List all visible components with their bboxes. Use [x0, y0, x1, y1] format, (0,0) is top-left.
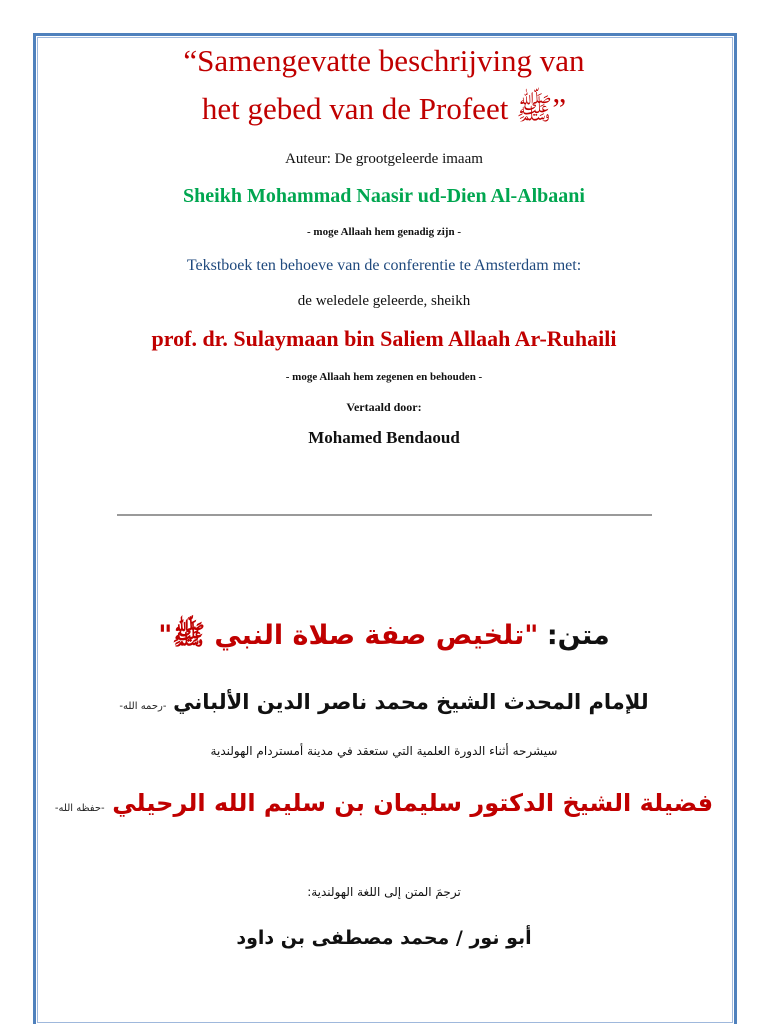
title-close-quote: ”: [552, 91, 567, 126]
author-label: Auteur: De grootgeleerde imaam: [285, 151, 483, 167]
scholar-label: de weledele geleerde, sheikh: [297, 293, 471, 309]
title-line-2: [40, 90, 728, 128]
arabic-course-note: سيشرحه أثناء الدورة العلمية التي ستعقد في مدينة أمستردام الهولندية: [210, 744, 558, 758]
arabic-translator-line: أبو نور / محمد مصطفى بن داود: [236, 927, 532, 949]
arabic-translated-label: ترجمَ المتن إلى اللغة الهولندية:: [307, 885, 461, 899]
arabic-matn-label: متن:: [546, 620, 610, 651]
arabic-scholar-line: [40, 789, 728, 818]
arabic-matn-title-text: "تلخيص صفة صلاة النبي ﷺ": [158, 620, 539, 651]
author-name: Sheikh Mohammad Naasir ud-Dien Al-Albaani: [183, 185, 585, 207]
arabic-imam-text: للإمام المحدث الشيخ محمد ناصر الدين الألباني: [173, 690, 649, 714]
arabic-matn-title: [40, 620, 728, 652]
title-line-1: [40, 42, 728, 79]
textbook-note: Tekstboek ten behoeve van de conferentie te Amsterdam met:: [186, 257, 582, 274]
title-line-1-text: “Samengevatte beschrijving van: [183, 43, 585, 78]
arabic-scholar-text: فضيلة الشيخ الدكتور سليمان بن سليم الله الرحيلي: [112, 789, 714, 817]
translated-by-label: Vertaald door:: [346, 400, 422, 414]
arabic-imam-line: [40, 690, 728, 715]
author-prayer: - moge Allaah hem genadig zijn -: [307, 226, 461, 238]
scholar-prayer: - moge Allaah hem zegenen en behouden -: [285, 371, 483, 383]
page-border-frame: [33, 33, 737, 1024]
translator-name: Mohamed Bendaoud: [308, 428, 460, 447]
arabic-imam-prayer: -رحمه الله-: [119, 701, 167, 712]
section-divider: [117, 514, 652, 516]
scholar-name: prof. dr. Sulaymaan bin Saliem Allaah Ar-Ruhaili: [151, 326, 617, 351]
title-line-2-text: het gebed van de Profeet: [201, 91, 509, 126]
arabic-scholar-prayer: -حفظه الله-: [54, 803, 105, 814]
salawat-symbol: ﷺ: [516, 92, 553, 127]
